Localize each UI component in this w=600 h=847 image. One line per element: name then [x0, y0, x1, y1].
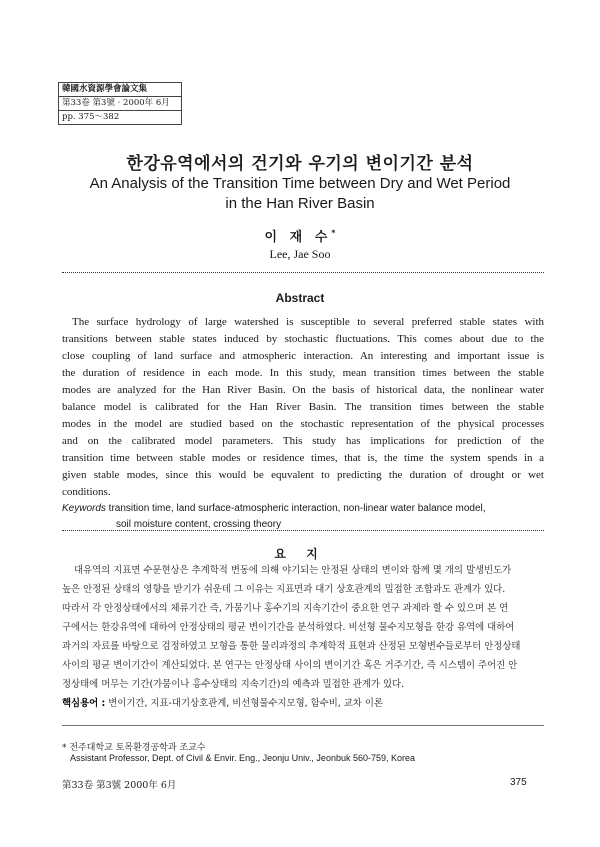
summary-line: 대유역의 지표면 수문현상은 추계학적 변동에 의해 야기되는 안정된 상태의 변이와 함께 몇 개의 발생빈도가: [74, 565, 512, 576]
keywords-label: Keywords: [62, 503, 106, 514]
footnote-korean: * 전주대학교 토목환경공학과 조교수: [62, 743, 206, 753]
abstract-line: modes are analyzed for the Han River Basin. On the basis of historical data, the nonlinear water: [62, 384, 544, 396]
abstract-line: given stable modes, since this would be equvalent to predicting the duration of drought or wet: [62, 469, 544, 481]
summary-heading: 요 지: [274, 547, 326, 561]
abstract-line: close coupling of land surface and atmospheric interaction. An interesting and important issue is: [62, 350, 544, 362]
author-english: Lee, Jae Soo: [269, 247, 331, 261]
abstract-line: The surface hydrology of large watershed is susceptible to several preferred stable states with: [72, 316, 544, 328]
abstract-line: transitions between stable states induced by stochastic fluctuations. This comes about due to the: [62, 333, 544, 345]
title-english-line-1: An Analysis of the Transition Time between Dry and Wet Period: [89, 175, 511, 192]
page-number: 375: [510, 777, 527, 788]
abstract-line: balance model is calibrated for the Han River Basin. The transition times between the stable: [62, 401, 544, 413]
summary-keywords-text: 변이기간, 지표-대기상호관계, 비선형물수지모형, 함수비, 교차 이론: [105, 698, 383, 709]
summary-line: 과거의 자료를 바탕으로 검정하였고 모형을 통한 물리과정의 추계학적 표현과 산정된 모형변수들로부터 안정상태: [62, 641, 521, 652]
abstract-line: and on the calibrated model parameters. This study has implications for prediction of the: [62, 435, 544, 447]
journal-volume: 第33卷 第3號 · 2000年 6月: [59, 96, 181, 110]
footnote-rule: [62, 725, 544, 726]
abstract-line: modes in the model are studied based on the stochastic representation of the physical processes: [62, 418, 544, 430]
footer-issue: 第33卷 第3號 2000年 6月: [62, 780, 177, 791]
abstract-line: the duration of residence in each mode. In this study, mean transition times between the stable: [62, 367, 544, 379]
summary-line: 높은 안정된 상태의 영향을 받기가 쉬운데 그 이유는 지표면과 대기 상호관계의 밀접한 조합과도 관계가 있다.: [62, 584, 506, 595]
summary-keywords-label: 핵심용어 :: [62, 698, 106, 709]
keywords-line-1: [62, 501, 544, 517]
journal-pages: pp. 375～382: [59, 110, 181, 124]
summary-line: 정상태에 머무는 기간(가뭄이나 홍수상태의 지속기간)의 예측과 밀접한 관계가 있다.: [62, 679, 405, 690]
author-footnote-mark: *: [331, 228, 336, 238]
footnote-english: Assistant Professor, Dept. of Civil & Envir. Eng., Jeonju Univ., Jeonbuk 560-759, Korea: [70, 753, 416, 763]
author-korean: [0, 226, 600, 245]
title-korean: 한강유역에서의 건기와 우기의 변이기간 분석: [126, 154, 474, 174]
author-korean-name: 이 재 수: [264, 230, 332, 245]
summary-line: 사이의 평균 변이기간이 계산되었다. 본 연구는 안정상태 사이의 변이기간 혹은 거주기간, 즉 시스템이 주어진 안: [62, 660, 518, 671]
keywords-text: transition time, land surface-atmospheric interaction, non-linear water balance model,: [105, 503, 486, 514]
summary-line: 따라서 각 안정상태에서의 체류기간 즉, 가뭄기나 홍수기의 지속기간이 중요한 연구 과제라 할 수 있으며 본 연: [62, 603, 509, 614]
divider-top: [62, 272, 544, 273]
journal-info-box: [58, 82, 182, 125]
summary-line: 구에서는 한강유역에 대하여 안정상태의 평균 변이기간을 분석하였다. 비선형 물수지모형을 한강 유역에 대하여: [62, 622, 515, 633]
keywords-line-2: soil moisture content, crossing theory: [116, 519, 282, 530]
title-english-line-2: in the Han River Basin: [225, 195, 375, 212]
abstract-line: transition time between stable modes or residence times, that is, the time the system spends in a: [62, 452, 544, 464]
abstract-line: conditions.: [62, 486, 111, 498]
divider-middle: [62, 530, 544, 531]
abstract-heading: Abstract: [275, 291, 325, 305]
journal-name: 韓國水資源學會論文集: [62, 84, 148, 94]
summary-keywords: [62, 694, 544, 713]
